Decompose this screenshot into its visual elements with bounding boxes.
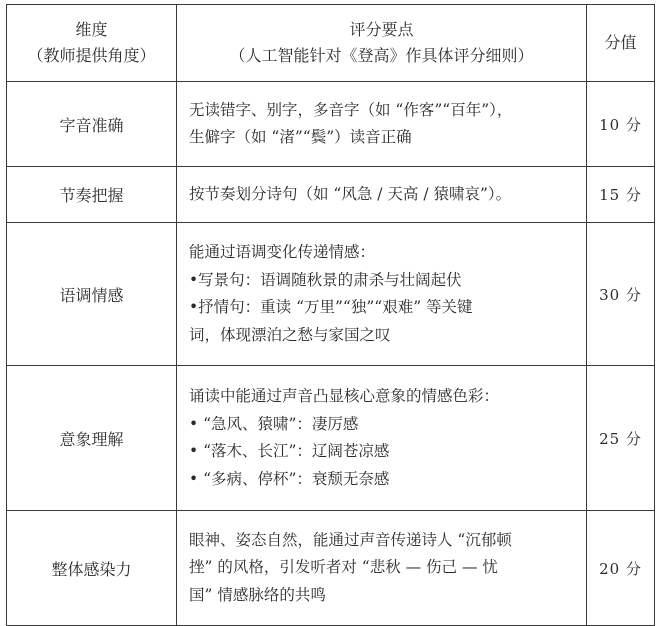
header-score: 分值	[587, 5, 655, 82]
criteria-line: 生僻字（如 “渚”“鬓”）读音正确	[189, 128, 412, 146]
row-score: 25 分	[587, 366, 655, 511]
row-dimension: 字音准确	[7, 82, 177, 167]
header-dimension-subtitle: （教师提供角度）	[27, 46, 156, 65]
row-criteria	[177, 223, 587, 366]
table-row	[7, 366, 655, 511]
criteria-line: • “多病、停杯”：衰颓无奈感	[189, 469, 390, 488]
criteria-line: 无读错字、别字，多音字（如 “作客”“百年”），	[189, 100, 513, 119]
header-dimension	[7, 5, 177, 82]
header-criteria-subtitle: （人工智能针对《登高》作具体评分细则）	[229, 46, 534, 65]
criteria-line: 诵读中能通过声音凸显核心意象的情感色彩：	[189, 387, 500, 405]
criteria-line: • “落木、长江”：辽阔苍凉感	[189, 442, 390, 460]
row-score: 15 分	[587, 167, 655, 223]
table-header-row	[7, 5, 655, 82]
row-dimension: 意象理解	[7, 366, 177, 511]
criteria-line: •抒情句：重读 “万里”“独”“艰难” 等关键	[189, 298, 473, 316]
criteria-line: 眼神、姿态自然，能通过声音传递诗人 “沉郁顿	[189, 530, 512, 549]
criteria-line: • “急风、猿啸”：凄厉感	[189, 414, 359, 433]
row-dimension: 节奏把握	[7, 167, 177, 223]
row-criteria	[177, 511, 587, 626]
table-row	[7, 223, 655, 366]
criteria-line: •写景句：语调随秋景的肃杀与壮阔起伏	[189, 270, 462, 289]
table-row	[7, 82, 655, 167]
row-dimension: 整体感染力	[7, 511, 177, 626]
criteria-line: 国” 情感脉络的共鸣	[189, 585, 326, 604]
header-dimension-title: 维度	[75, 20, 108, 39]
rubric-table	[6, 4, 655, 626]
criteria-line: 能通过语调变化传递情感：	[189, 243, 376, 261]
criteria-line: 按节奏划分诗句（如 “风急 / 天高 / 猿啸哀”）。	[189, 184, 512, 203]
table-row	[7, 167, 655, 223]
row-criteria	[177, 366, 587, 511]
criteria-line: 词，体现漂泊之愁与家国之叹	[189, 325, 391, 344]
row-score: 10 分	[587, 82, 655, 167]
row-dimension: 语调情感	[7, 223, 177, 366]
row-score: 20 分	[587, 511, 655, 626]
table-row	[7, 511, 655, 626]
criteria-line: 挫” 的风格，引发听者对 “悲秋 — 伤己 — 忧	[189, 558, 498, 577]
row-score: 30 分	[587, 223, 655, 366]
row-criteria	[177, 82, 587, 167]
header-criteria-title: 评分要点	[349, 20, 414, 39]
row-criteria	[177, 167, 587, 223]
header-criteria	[177, 5, 587, 82]
